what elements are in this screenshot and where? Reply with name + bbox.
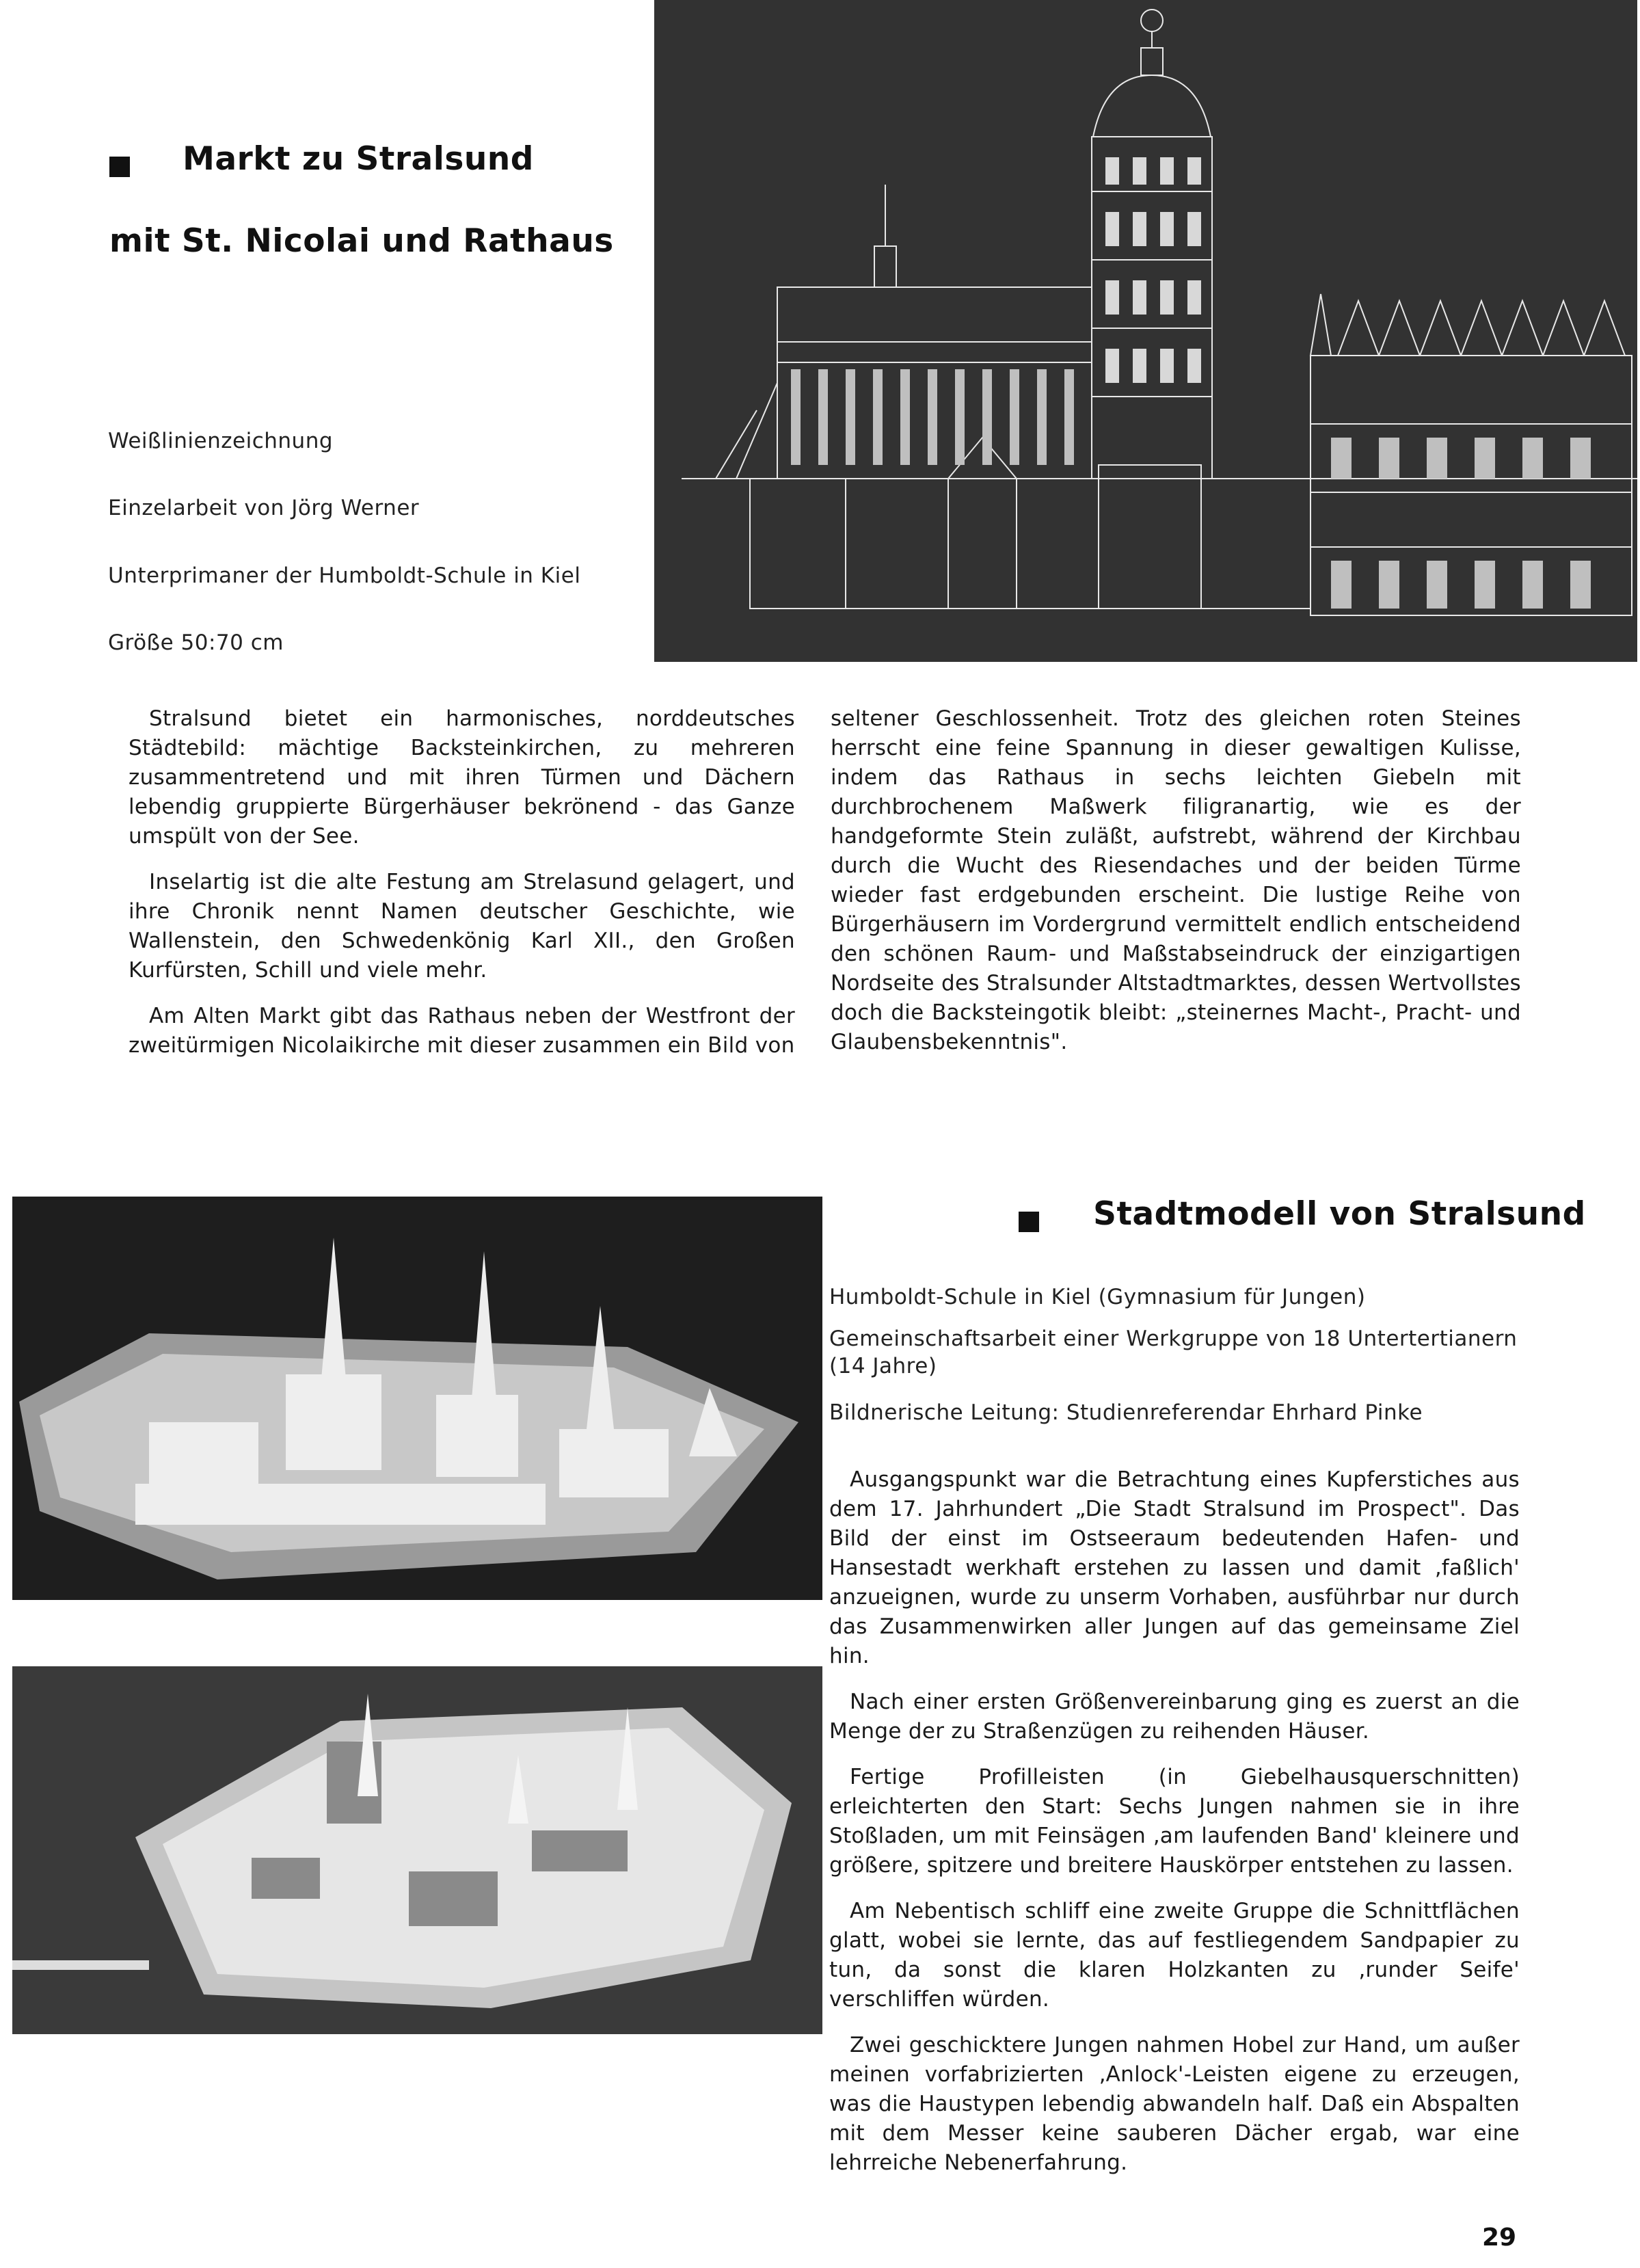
paragraph: Nach einer ersten Größenvereinbarung ging es zuerst an die Menge der zu Straßenzügen zu reihenden Häuser. <box>829 1690 1520 1744</box>
square-bullet-icon <box>1019 1212 1039 1232</box>
section2-meta-leader: Bildnerische Leitung: Studienreferendar Ehrhard Pinke <box>829 1400 1423 1425</box>
paragraph: Am Alten Markt gibt das Rathaus neben der Westfront der zweitürmigen Nicolaikirche mit dieser zusammen ein Bild von <box>129 1004 795 1058</box>
paragraph: Fertige Profilleisten (in Giebelhausquerschnitten) erleichterten den Start: Sechs Jungen nahmen sie in ihre Stoßladen, um mit Feinsägen ‚am laufenden Band' kleinere und größere, spitzere und breitere Hauskörper entstehen zu lassen. <box>829 1765 1520 1878</box>
meta-technique: Weißlinienzeichnung <box>108 429 334 453</box>
paragraph: Stralsund bietet ein harmonisches, norddeutsches Städtebild: mächtige Backsteinkirchen, zu mehreren zusammentretend und mit ihren Türmen und Dächern lebendig gruppierte Bürgerhäuser bekrönend - das Ganze umspült von der See. <box>129 706 795 849</box>
square-bullet-icon <box>109 157 130 177</box>
city-model-photo-bottom-svg <box>12 1666 822 2034</box>
section2-meta-group: Gemeinschaftsarbeit einer Werkgruppe von 18 Untertertianern (14 Jahre) <box>829 1326 1518 1378</box>
section1-heading <box>109 140 534 178</box>
section2-meta-school: Humboldt-Schule in Kiel (Gymnasium für Jungen) <box>829 1285 1366 1309</box>
meta-school: Unterprimaner der Humboldt-Schule in Kiel <box>108 563 581 588</box>
paragraph: Ausgangspunkt war die Betrachtung eines Kupferstiches aus dem 17. Jahrhundert „Die Stadt Stralsund im Prospect". Das Bild der einst im Ostseeraum bedeutenden Hafen- und Hansestadt werkhaft erstehen zu lassen und damit ‚faßlich' anzueignen, wurde zu unserm Vorhaben, ausführbar nur durch das Zusammenwirken aller Jungen auf das gemeinsame Ziel hin. <box>829 1467 1520 1668</box>
meta-size: Größe 50:70 cm <box>108 630 284 655</box>
paragraph: Am Nebentisch schliff eine zweite Gruppe die Schnittflächen glatt, wobei sie lernte, das auf festliegendem Sandpapier zu tun, da sonst die klaren Holzkanten zu ‚runder Seife' verschliffen würden. <box>829 1899 1520 2012</box>
paragraph: seltener Geschlossenheit. Trotz des gleichen roten Steines herrscht eine feine Spannung in dieser gewaltigen Kulisse, indem das Rathaus in sechs leichten Giebeln mit durchbrochenem Maßwerk filigranartig, wie es der handgeformte Stein zuläßt, aufstrebt, während der Kirchbau durch die Wucht des Riesendaches und der beiden Türme wieder fast erdgebunden erscheint. Die lustige Reihe von Bürgerhäusern im Vordergrund vermittelt endlich entscheidend den schönen Raum- und Maßstabseindruck der einzigartigen Nordseite des Stralsunder Altstadtmarktes, dessen Wertvollstes doch die Backsteingotik bleibt: „steinernes Macht-, Pracht- und Glaubensbekenntnis". <box>831 706 1521 1054</box>
city-model-photo-top <box>12 1197 822 1600</box>
paragraph: Inselartig ist die alte Festung am Strelasund gelagert, und ihre Chronik nennt Namen deutscher Geschichte, wie Wallenstein, den Schwedenkönig Karl XII., den Großen Kurfürsten, Schill und viele mehr. <box>129 870 795 983</box>
section1-column-left <box>129 704 795 1077</box>
section2-title: Stadtmodell von Stralsund <box>1093 1195 1586 1233</box>
city-model-photo-top-svg <box>12 1197 822 1600</box>
page-number: 29 <box>1482 2224 1517 2252</box>
section1-title-line2: mit St. Nicolai und Rathaus <box>109 222 614 260</box>
section1-title-line1: Markt zu Stralsund <box>183 140 534 178</box>
paragraph: Zwei geschicktere Jungen nahmen Hobel zur Hand, um außer meinen vorfabrizierten ‚Anlock'-Leisten eigene zu erzeugen, was die Haustypen lebendig abwandeln half. Daß ein Abspalten mit dem Messer keine sauberen Dächer ergab, war eine lehrreiche Nebenerfahrung. <box>829 2033 1520 2175</box>
white-line-drawing <box>654 0 1637 662</box>
city-model-photo-bottom <box>12 1666 822 2034</box>
section2-body <box>829 1465 1520 2194</box>
section1-column-right <box>831 704 1521 1073</box>
section2-heading <box>1019 1195 1586 1233</box>
market-drawing-svg <box>654 0 1637 662</box>
meta-author: Einzelarbeit von Jörg Werner <box>108 496 420 520</box>
